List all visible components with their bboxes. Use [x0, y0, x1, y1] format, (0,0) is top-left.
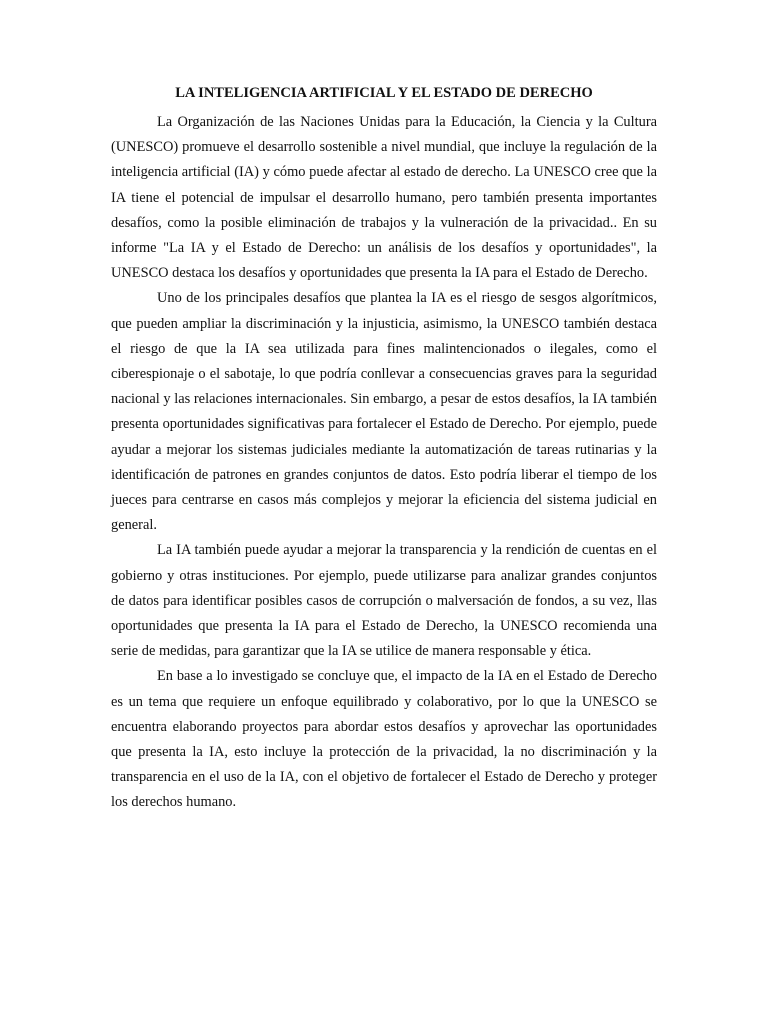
paragraph-2: Uno de los principales desafíos que plantea la IA es el riesgo de sesgos algorítmicos, que pueden ampliar la discriminación y la injusticia, asimismo, la UNESCO también destaca el riesgo de que la IA sea utilizada para fines malintencionados o ilegales, como el ciberespionaje o el sabotaje, lo que podría conllevar a consecuencias graves para la seguridad nacional y las relaciones internacionales. Sin embargo, a pesar de estos desafíos, la IA también presenta oportunidades significativas para fortalecer el Estado de Derecho. Por ejemplo, puede ayudar a mejorar los sistemas judiciales mediante la automatización de tareas rutinarias y la identificación de patrones en grandes conjuntos de datos. Esto podría liberar el tiempo de los jueces para centrarse en casos más complejos y mejorar la eficiencia del sistema judicial en general.	[111, 290, 657, 534]
document-title: LA INTELIGENCIA ARTIFICIAL Y EL ESTADO DE DERECHO	[175, 85, 593, 101]
document-page	[111, 80, 657, 816]
paragraph-4: En base a lo investigado se concluye que, el impacto de la IA en el Estado de Derecho es un tema que requiere un enfoque equilibrado y colaborativo, por lo que la UNESCO se encuentra elaborando proyectos para abordar estos desafíos y aprovechar las oportunidades que presenta la IA, esto incluye la protección de la privacidad, la no discriminación y la transparencia en el uso de la IA, con el objetivo de fortalecer el Estado de Derecho y proteger los derechos humano.	[111, 668, 657, 811]
paragraph-1: La Organización de las Naciones Unidas para la Educación, la Ciencia y la Cultura (UNESCO) promueve el desarrollo sostenible a nivel mundial, que incluye la regulación de la inteligencia artificial (IA) y cómo puede afectar al estado de derecho. La UNESCO cree que la IA tiene el potencial de impulsar el desarrollo humano, pero también presenta importantes desafíos, como la posible eliminación de trabajos y la vulneración de la privacidad.. En su informe "La IA y el Estado de Derecho: un análisis de los desafíos y oportunidades", la UNESCO destaca los desafíos y oportunidades que presenta la IA para el Estado de Derecho.	[111, 114, 657, 282]
paragraph-3: La IA también puede ayudar a mejorar la transparencia y la rendición de cuentas en el gobierno y otras instituciones. Por ejemplo, puede utilizarse para analizar grandes conjuntos de datos para identificar posibles casos de corrupción o malversación de fondos, a su vez, llas oportunidades que presenta la IA para el Estado de Derecho, la UNESCO recomienda una serie de medidas, para garantizar que la IA se utilice de manera responsable y ética.	[111, 542, 657, 660]
